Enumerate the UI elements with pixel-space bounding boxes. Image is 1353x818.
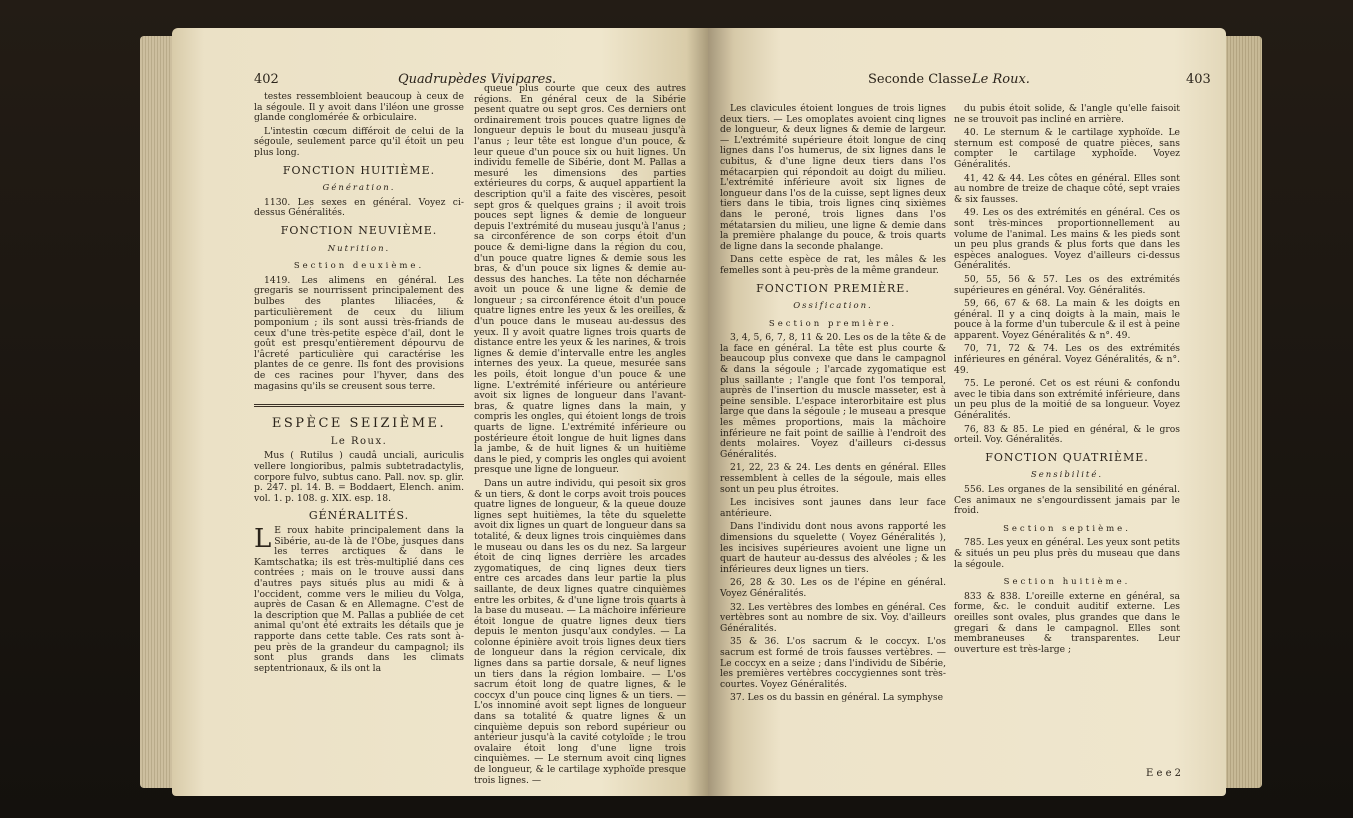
paragraph: 41, 42 & 44. Les côtes en général. Elles sont au nombre de treize de chaque côté, sept vraies & six fausses. <box>954 172 1180 205</box>
drop-cap-text: E roux habite principalement dans la Sibérie, au-de là de l'Obe, jusques dans les terres arctiques & dans le Kamtschatka; ils est très-multiplié dans ces contrées ; mais on le trouve aussi dans d'autres pays situés plus au midi & à l'occident, comme vers le milieu du Volga, auprès de Casan & en Allemagne. C'est de la description que M. Pallas a publiée de cet animal qu'ont été extraits les détails que je rapporte dans cette table. Ces rats sont à-peu près de la grandeur du campagnol; ils sont plus grands dans les climats septentrionaux, & ils ont la <box>254 525 464 674</box>
paragraph: 785. Les yeux en général. Les yeux sont petits & situés un peu plus près du museau que dans la ségoule. <box>954 537 1180 570</box>
function-heading: FONCTION PREMIÈRE. <box>756 281 910 295</box>
left-page-edges <box>140 36 176 788</box>
section-heading: Section première. <box>768 318 898 329</box>
paragraph: testes ressembloient beaucoup à ceux de la ségoule. Il y avoit dans l'iléon une grosse glande conglomérée & orbiculaire. <box>254 91 464 124</box>
paragraph: 40. Le sternum & le cartilage xyphoïde. Le sternum est composé de quatre pièces, sans compter le cartilage xyphoïde. Voyez Généralités. <box>954 127 1180 170</box>
paragraph: 59, 66, 67 & 68. La main & les doigts en général. Il y a cinq doigts à la main, mais le pouce à la forme d'un tubercule & il est à peine apparent. Voyez Généralités & n°. 49. <box>954 298 1180 341</box>
paragraph: queue plus courte que ceux des autres régions. En général ceux de la Sibérie pesent quatre ou sept gros. Ces derniers ont ordinairement trois pouces quatre lignes de longueur depuis le bout du museau jusqu'à l'anus ; leur tête est longue d'un pouce, & leur queue d'un pouce six ou huit lignes. Un individu femelle de Sibérie, dont M. Pallas a mesuré les dimensions des parties extérieures du corps, & auquel appartient la description qu'il a faite des viscères, pesoit sept gros & quelques grains ; il avoit trois pouces sept lignes & demie de longueur depuis l'extrémité du museau jusqu'à l'anus ; sa circonférence de son corps étoit d'un pouce & demi-ligne dans la région du cou, d'un pouce quatre lignes & demie sous les bras, & d'un pouce six lignes & demie au-dessus des hanches. La tête non décharnée avoit un pouce & une ligne & demie de longueur ; sa circonférence étoit d'un pouce quatre lignes entre les yeux & les oreilles, & d'un pouce dans le museau au-dessus des yeux. Il y avoit quatre lignes trois quarts de distance entre les yeux & les narines, & trois lignes & demie d'intervalle entre les angles internes des yeux. La queue, mesurée sans les poils, étoit longue d'un pouce & une ligne. L'extrémité inférieure ou antérieure avoit six lignes de longueur dans l'avant-bras, & quatre lignes dans la main, y compris les ongles, qui étoient longs de trois quarts de ligne. L'extrémité inférieure ou postérieure étoit longue de huit lignes dans la jambe, & de huit lignes & un huitième dans le pied, y compris les ongles qui avoient presque une ligne de longueur. <box>474 83 686 476</box>
left-column-1 <box>254 92 464 677</box>
paragraph: 21, 22, 23 & 24. Les dents en général. Elles ressemblent à celles de la ségoule, mais elles sont un peu plus étroites. <box>720 462 946 495</box>
right-running-title: Seconde Classe. <box>868 72 976 87</box>
paragraph: Les clavicules étoient longues de trois lignes deux tiers. — Les omoplates avoient cinq lignes de longueur, & deux lignes & demie de largeur. — L'extrémité supérieure étoit longue de cinq lignes dans l'os humerus, de six lignes dans le cubitus, & d'une ligne deux tiers dans l'os métacarpien qui répondoit au doigt du milieu. L'extrémité inférieure avoit six lignes de longueur dans l'os de la cuisse, sept lignes deux tiers dans le tibia, trois lignes cinq sixièmes dans le peroné, trois lignes dans l'os métatarsien du milieu, une ligne & demie dans la première phalange du pouce, & trois quarts de ligne dans la seconde phalange. <box>720 103 946 252</box>
right-page-number: 403 <box>1186 72 1211 87</box>
left-page <box>172 28 708 796</box>
paragraph: 1130. Les sexes en général. Voyez ci-dessus Généralités. <box>254 196 464 219</box>
paragraph: 70, 71, 72 & 74. Les os des extrémités inférieures en général. Voyez Généralités, & n°. 49. <box>954 343 1180 376</box>
left-column-2 <box>474 84 686 789</box>
paragraph: Mus ( Rutilus ) caudâ unciali, auriculis vellere longioribus, palmis subtetradactylis, corpore fulvo, subtus cano. Pall. nov. sp. glir. p. 247. pl. 14. B. = Boddaert, Elench. anim. vol. 1. p. 108. g. XIX. esp. 18. <box>254 450 464 504</box>
species-name-heading: Le Roux. <box>330 435 388 447</box>
paragraph: 833 & 838. L'oreille externe en général, sa forme, &c. le conduit auditif externe. Les oreilles sont ovales, plus grandes que dans le gregari & dans le campagnol. Elles sont membraneuses & transparentes. Leur ouverture est très-large ; <box>954 590 1180 655</box>
paragraph: 556. Les organes de la sensibilité en général. Ces animaux ne s'engourdissent jamais par le froid. <box>954 484 1180 517</box>
paragraph: Dans un autre individu, qui pesoit six gros & un tiers, & dont le corps avoit trois pouces quatre lignes de longueur, & la queue douze lignes sept huitièmes, la tête du squelette avoit dix lignes un quart de longueur dans sa totalité, & deux lignes trois cinquièmes dans le museau ou dans les os du nez. Sa largeur étoit de cinq lignes derrière les arcades zygomatiques, de cinq lignes deux tiers entre ces arcades dans leur partie la plus saillante, de deux lignes quatre cinquièmes entre les orbites, & d'une ligne trois quarts à la base du museau. — La mâchoire inférieure étoit longue de quatre lignes deux tiers depuis le menton jusqu'aux condyles. — La colonne épinière avoit trois lignes deux tiers de longueur dans la région cervicale, dix lignes dans sa partie dorsale, & neuf lignes un tiers dans la région lombaire. — L'os sacrum étoit long de quatre lignes, & le coccyx d'un pouce cinq lignes & un tiers. — L'os innominé avoit sept lignes de longueur dans sa totalité & quatre lignes & un cinquième depuis son rebord supérieur ou antérieur jusqu'à la cavité cotyloïde ; le trou ovalaire étoit long d'une ligne trois cinquièmes. — Le sternum avoit cinq lignes de longueur, & le cartilage xyphoïde presque trois lignes. — <box>474 477 686 786</box>
paragraph: 75. Le peroné. Cet os est réuni & confondu avec le tibia dans son extrémité inférieure, dans un peu plus de la moitié de sa longueur. Voyez Généralités. <box>954 378 1180 422</box>
paragraph: 49. Les os des extrémités en général. Ces os sont très-minces proportionnellement au volume de l'animal. Les mains & les pieds sont un peu plus grands & plus forts que dans les espèces analogues. Voyez d'ailleurs ci-dessus Généralités. <box>954 207 1180 272</box>
subheading: Sensibilité. <box>1030 470 1104 481</box>
paragraph: 50, 55, 56 & 57. Les os des extrémités supérieures en général. Voy. Généralités. <box>954 273 1180 296</box>
function-heading: FONCTION QUATRIÈME. <box>985 450 1149 464</box>
signature-mark: E e e 2 <box>1146 768 1182 779</box>
paragraph: Les incisives sont jaunes dans leur face antérieure. <box>720 497 946 519</box>
right-running-title-italic: Le Roux. <box>972 72 1030 87</box>
left-page-number: 402 <box>254 72 279 87</box>
paragraph: 1419. Les alimens en général. Les gregaris se nourrissent principalement des bulbes des plantes liliacées, & particulièrement de ceux du lilium pomponium ; ils sont aussi très-friands de ceux d'une très-petite espèce d'ail, dont le goût est presqu'entièrement dépourvu de l'âcreté particulière qui caractérise les plantes de ce genre. Ils font des provisions de ces racines pour l'hyver, dans des magasins qu'ils se creusent sous terre. <box>254 274 464 392</box>
function-heading: FONCTION HUITIÈME. <box>282 163 436 177</box>
section-heading: Section septième. <box>1003 523 1131 534</box>
subheading: Ossification. <box>793 301 873 312</box>
paragraph: 35 & 36. L'os sacrum & le coccyx. L'os sacrum est formé de trois fausses vertèbres. — Le coccyx en a seize ; dans l'individu de Sibérie, les premières vertèbres coccygiennes sont très-courtes. Voyez Généralités. <box>720 636 946 690</box>
paragraph: Dans cette espèce de rat, les mâles & les femelles sont à peu-près de la même grandeur. <box>720 254 946 276</box>
right-page-edges <box>1222 36 1262 788</box>
paragraph: 76, 83 & 85. Le pied en général, & le gros orteil. Voy. Généralités. <box>954 423 1180 446</box>
function-heading: FONCTION NEUVIÈME. <box>280 223 438 237</box>
paragraph: 26, 28 & 30. Les os de l'épine en général. Voyez Généralités. <box>720 577 946 599</box>
paragraph: L'intestin cœcum différoit de celui de la ségoule, seulement parce qu'il étoit un peu plus long. <box>254 125 464 158</box>
section-rule <box>254 404 464 407</box>
subheading: Génération. <box>322 183 396 194</box>
paragraph-dropcap <box>254 526 464 674</box>
paragraph: 32. Les vertèbres des lombes en général. Ces vertèbres sont au nombre de six. Voy. d'ailleurs Généralités. <box>720 601 946 634</box>
section-heading: Section huitième. <box>1003 577 1131 588</box>
paragraph: 37. Les os du bassin en général. La symphyse <box>730 692 944 704</box>
right-column-1 <box>720 104 946 707</box>
function-heading: GÉNÉRALITÉS. <box>308 509 410 523</box>
drop-cap: L <box>254 524 272 554</box>
section-heading: Section deuxième. <box>293 261 425 272</box>
paragraph: 3, 4, 5, 6, 7, 8, 11 & 20. Les os de la tête & de la face en général. La tête est plus courte & beaucoup plus convexe que dans le campagnol & dans la ségoule ; l'arcade zygomatique est plus saillante ; l'angle que font l'os temporal, auprès de l'insertion du muscle masseter, est à peine sensible. L'espace interorbitaire est plus large que dans la ségoule ; le museau a presque les mêmes proportions, mais la mâchoire inférieure ne fait point de saillie à l'endroit des dents molaires. Voyez d'ailleurs ci-dessus Généralités. <box>720 332 946 460</box>
paragraph: du pubis étoit solide, & l'angle qu'elle faisoit ne se trouvoit pas incliné en arrière. <box>954 103 1180 125</box>
right-column-2 <box>954 104 1180 658</box>
paragraph: Dans l'individu dont nous avons rapporté les dimensions du squelette ( Voyez Généralités ), les incisives supérieures avoient une ligne un quart de hauteur au-dessus des alvéoles ; & les inférieures deux lignes un tiers. <box>720 521 946 575</box>
species-heading: ESPÈCE SEIZIÈME. <box>271 416 447 432</box>
subheading: Nutrition. <box>327 243 391 254</box>
right-page <box>708 28 1226 796</box>
left-running-title: Quadrupèdes Vivipares. <box>398 72 557 87</box>
